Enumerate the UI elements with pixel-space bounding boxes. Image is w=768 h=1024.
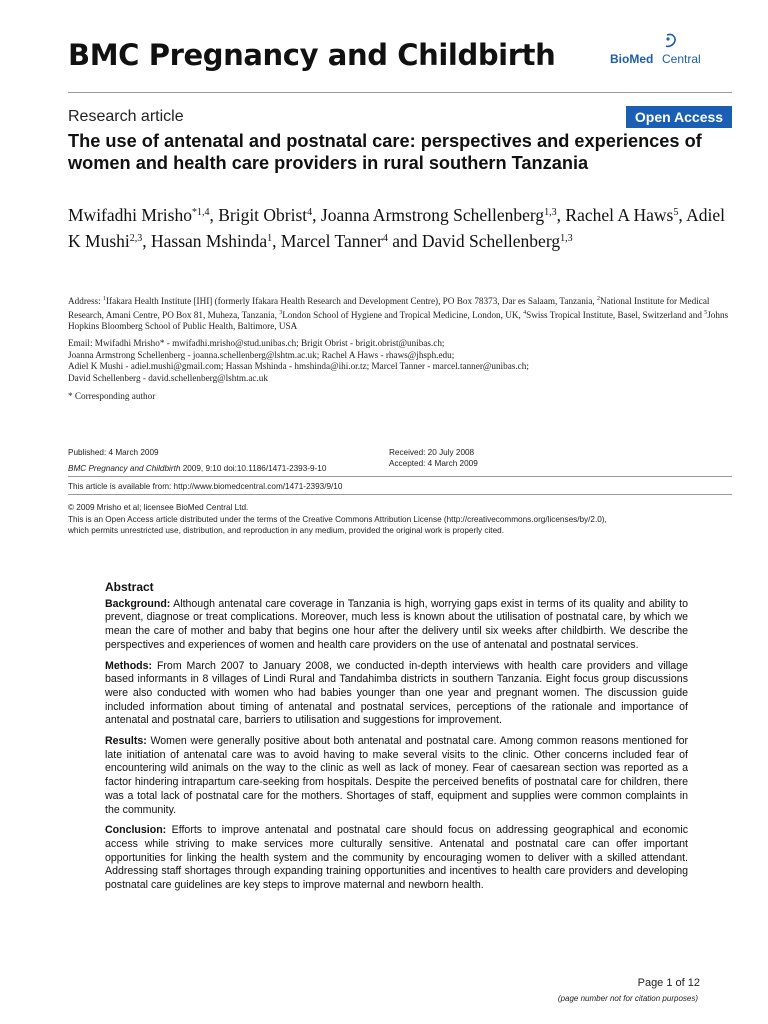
citation	[68, 463, 326, 474]
abstract-background	[105, 598, 688, 653]
author-affiliation-marker: 1	[267, 233, 273, 244]
citation-journal: BMC Pregnancy and Childbirth	[68, 464, 181, 473]
biomed-swirl-icon	[664, 32, 678, 50]
license-line-1[interactable]: This is an Open Access article distributed under the terms of the Creative Commons Attribution License (http://creativecommons.org/licenses/by/2.0),	[68, 515, 607, 524]
author-affiliation-marker: 1,3	[560, 233, 573, 244]
affiliation-text: Johns Hopkins Bloomberg School of Public Health, Baltimore, USA	[68, 309, 729, 332]
author-affiliation-marker: 5	[673, 207, 679, 218]
author-name: Hassan Mshinda	[151, 231, 268, 251]
published-date: Published: 4 March 2009	[68, 448, 159, 457]
article-title: The use of antenatal and postnatal care: perspectives and experiences of women and health care providers in rural southern Tanzania	[68, 131, 702, 173]
affiliation-text: National Institute for Medical Research, Amani Centre, PO Box 81, Muheza, Tanzania,	[68, 296, 710, 320]
open-access-badge: Open Access	[626, 106, 732, 128]
affiliation-number: 5	[704, 309, 708, 316]
author-name: Adiel K Mushi	[68, 205, 726, 251]
article-type: Research article	[68, 108, 184, 125]
author-list: Mwifadhi Mrisho$^{*1,4}$, Brigit Obrist$^4$, Joanna Armstrong Schellenberg$^{1,3}$, Rachel A Haws$^5$, Adiel K Mushi$^{2,3}$, Hassan Mshinda$^1$, Marcel Tanner$^4$ and David Schellenberg$^{1,3}$	[68, 205, 726, 251]
author-affiliation-marker: 4	[382, 233, 388, 244]
affiliation-number: 3	[279, 309, 283, 316]
copyright-line: © 2009 Mrisho et al; licensee BioMed Central Ltd.	[68, 503, 249, 512]
affiliation-number: 1	[102, 296, 106, 302]
author-name: David Schellenberg	[421, 231, 561, 251]
emails-label: Email:	[68, 338, 93, 348]
abstract-conclusion	[105, 824, 688, 893]
page-number-note: (page number not for citation purposes)	[557, 994, 698, 1003]
citation-details: 2009, 9:10 doi:10.1186/1471-2393-9-10	[182, 464, 327, 473]
abstract-methods-label: Methods:	[105, 659, 153, 672]
author-name: Marcel Tanner	[280, 231, 383, 251]
accepted-date: Accepted: 4 March 2009	[389, 459, 478, 468]
affiliation-text: London School of Hygiene and Tropical Medicine, London, UK,	[282, 309, 524, 320]
corresponding-author-note: * Corresponding author	[68, 391, 156, 401]
affiliation-number: 2	[597, 296, 601, 302]
abstract-results	[105, 735, 688, 817]
abstract-background-label: Background:	[105, 597, 171, 610]
abstract-conclusion-label: Conclusion:	[105, 824, 167, 837]
author-name: Mwifadhi Mrisho	[68, 205, 192, 225]
journal-title: BMC Pregnancy and Childbirth	[68, 38, 556, 72]
abstract-methods	[105, 660, 688, 729]
biomed-central-logo	[610, 32, 710, 72]
author-affiliation-marker: *1,4	[191, 207, 210, 218]
author-name: Rachel A Haws	[565, 205, 674, 225]
author-affiliation-marker: 1,3	[544, 207, 557, 218]
logo-text-biomed: BioMed	[610, 52, 654, 66]
emails-line-1: Mwifadhi Mrisho* - mwifadhi.mrisho@stud.unibas.ch; Brigit Obrist - brigit.obrist@unibas.ch;	[94, 338, 445, 348]
abstract-conclusion-text: Efforts to improve antenatal and postnatal care should focus on addressing geographical and economic access while striving to make services more culturally sensitive. Antenatal and postnatal care can offer important opportunities for linking the health system and the community by encouraging women to deliver with a skilled attendant. Addressing staff shortages through expanding training opportunities and incentives to health care providers and developing postnatal care guidelines are key steps to improve maternal and newborn health.	[105, 824, 688, 892]
author-name: Brigit Obrist	[218, 205, 308, 225]
affiliation-text: Swiss Tropical Institute, Basel, Switzerland and	[526, 309, 705, 320]
author-emails	[68, 338, 732, 384]
author-name: Joanna Armstrong Schellenberg	[320, 205, 545, 225]
page-number: Page 1 of 12	[637, 977, 700, 989]
abstract-heading: Abstract	[105, 580, 154, 594]
emails-line-2: Joanna Armstrong Schellenberg - joanna.schellenberg@lshtm.ac.uk; Rachel A Haws - rhaws@jhsph.edu;	[68, 349, 455, 360]
pubinfo-rule-2	[68, 494, 732, 495]
author-affiliation-marker: 4	[307, 207, 313, 218]
affiliations	[68, 294, 732, 333]
abstract-results-label: Results:	[105, 735, 147, 748]
affiliation-text: Ifakara Health Institute [IHI] (formerly Ifakara Health Research and Development Centre), PO Box 78373, Dar es Salaam, Tanzania,	[105, 296, 598, 307]
abstract-results-text: Women were generally positive about both antenatal and postnatal care. Among common reasons mentioned for late initiation of antenatal care was to avoid having to make several visits to the clinic. Other concerns included fear of encountering wild animals on the way to the clinic as well as lack of money. Fear of caesarean section was reported as a factor hindering intrapartum care-seeking from hospitals. Despite the perceived benefits of postnatal care for children, there was a total lack of postnatal care for the mothers. Shortages of staff, equipment and supplies were common complaints in the community.	[105, 735, 688, 816]
abstract	[105, 581, 688, 900]
logo-text-central: Central	[662, 52, 701, 66]
header-rule	[68, 92, 732, 93]
affiliation-number: 4	[523, 309, 527, 316]
article-url-line[interactable]: This article is available from: http://www.biomedcentral.com/1471-2393/9/10	[68, 482, 343, 491]
pubinfo-rule	[68, 476, 732, 477]
emails-line-3: Adiel K Mushi - adiel.mushi@gmail.com; Hassan Mshinda - hmshinda@ihi.or.tz; Marcel Tanner - marcel.tanner@unibas.ch;	[68, 361, 529, 371]
emails-line-4: David Schellenberg - david.schellenberg@lshtm.ac.uk	[68, 372, 268, 383]
address-label: Address:	[68, 296, 103, 307]
author-affiliation-marker: 2,3	[129, 233, 143, 244]
received-date: Received: 20 July 2008	[389, 448, 475, 457]
license-line-2: which permits unrestricted use, distribution, and reproduction in any medium, provided the original work is properly cited.	[68, 526, 504, 535]
abstract-background-text: Although antenatal care coverage in Tanzania is high, worrying gaps exist in terms of its quality and ability to prevent, diagnose or treat complications. Moreover, much less is known about the utilisation of postnatal care, by which we mean the care of mother and baby that begins one hour after the delivery until six weeks after childbirth. We describe the perspectives and experiences of women and health care providers on the use of antenatal and postnatal services.	[105, 597, 689, 651]
abstract-methods-text: From March 2007 to January 2008, we conducted in-depth interviews with health care providers and village based informants in 8 villages of Lindi Rural and Tandahimba districts in southern Tanzania. Eight focus group discussions were also conducted with women who had babies younger than one year and pregnant women. The discussion guide included information about timing of antenatal and postnatal services, perceptions of the rationale and importance of antenatal and postnatal care, barriers to utilisation and suggestions for improvement.	[105, 659, 688, 727]
